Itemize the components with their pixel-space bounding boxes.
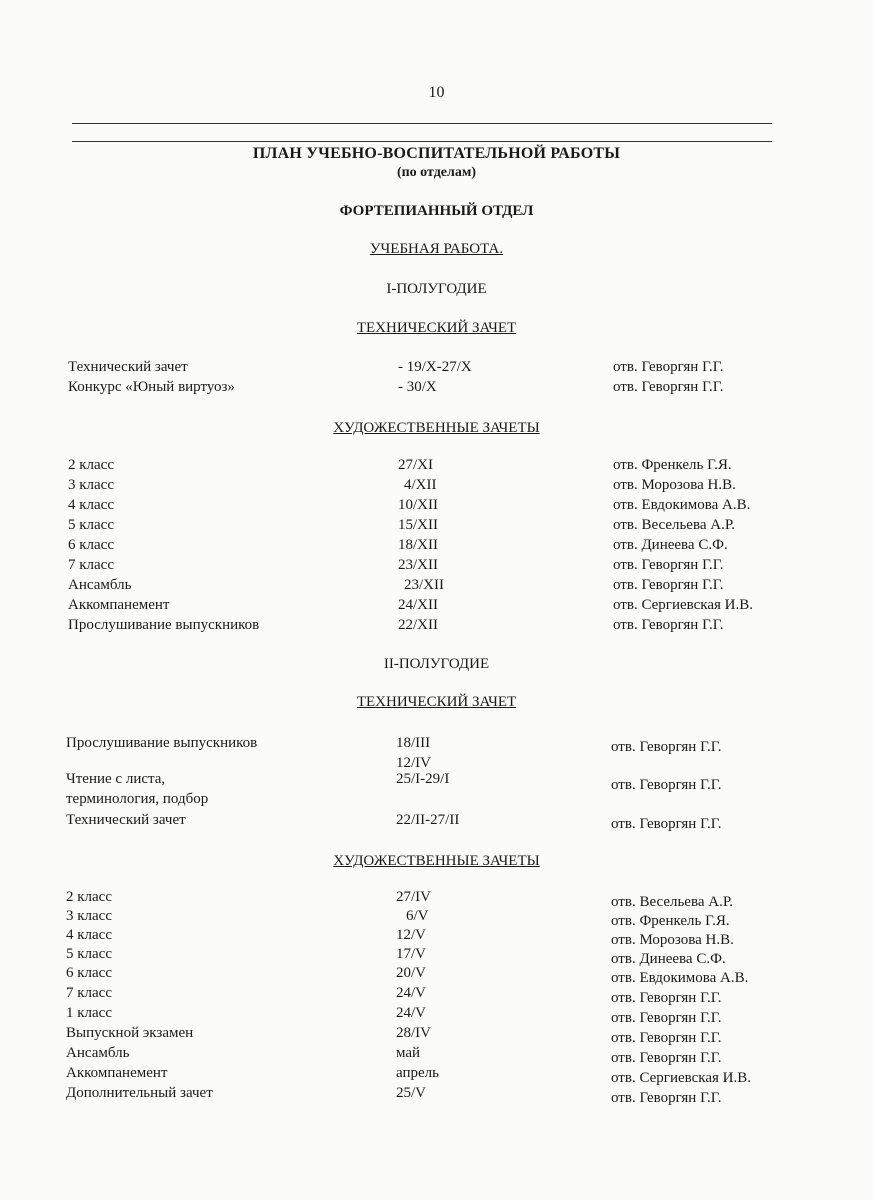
half1-artistic-heading: ХУДОЖЕСТВЕННЫЕ ЗАЧЕТЫ xyxy=(333,420,540,436)
section-heading: УЧЕБНАЯ РАБОТА. xyxy=(369,241,504,257)
row-name: 3 класс xyxy=(66,908,112,924)
row-responsible: отв. Геворгян Г.Г. xyxy=(611,990,722,1006)
row-date: 24/V xyxy=(396,1005,426,1021)
row-responsible: отв. Весельева А.Р. xyxy=(611,894,734,910)
row-date: 27/IV xyxy=(396,889,431,905)
row-responsible: отв. Геворгян Г.Г. xyxy=(613,359,724,375)
half2-label: II-ПОЛУГОДИЕ xyxy=(383,656,490,672)
row-name: терминология, подбор xyxy=(66,791,209,807)
row-date: 15/XII xyxy=(398,517,438,533)
row-responsible: отв. Френкель Г.Я. xyxy=(611,913,730,929)
row-responsible: отв. Геворгян Г.Г. xyxy=(613,557,724,573)
row-name: Технический зачет xyxy=(68,359,188,375)
row-date: 6/V xyxy=(406,908,429,924)
row-date: - 30/X xyxy=(398,379,437,395)
row-name: 4 класс xyxy=(68,497,114,513)
row-name: Прослушивание выпускников xyxy=(68,617,260,633)
row-date: 20/V xyxy=(396,965,426,981)
row-responsible: отв. Евдокимова А.В. xyxy=(611,970,749,986)
row-date: 23/XII xyxy=(404,577,444,593)
row-name: Чтение с листа, xyxy=(66,771,166,787)
row-date: 27/XI xyxy=(398,457,433,473)
row-name: 3 класс xyxy=(68,477,114,493)
row-name: 6 класс xyxy=(68,537,114,553)
row-name: Прослушивание выпускников xyxy=(66,735,258,751)
header-rule-bottom xyxy=(72,141,772,142)
row-date: 22/XII xyxy=(398,617,438,633)
row-responsible: отв. Геворгян Г.Г. xyxy=(613,379,724,395)
row-name: 1 класс xyxy=(66,1005,112,1021)
row-date: 23/XII xyxy=(398,557,438,573)
row-responsible: отв. Динеева С.Ф. xyxy=(613,537,728,553)
row-date: 4/XII xyxy=(404,477,437,493)
row-date: апрель xyxy=(396,1065,439,1081)
row-date: май xyxy=(396,1045,421,1061)
document-title: ПЛАН УЧЕБНО-ВОСПИТАТЕЛЬНОЙ РАБОТЫ xyxy=(252,145,621,162)
row-responsible: отв. Геворгян Г.Г. xyxy=(613,617,724,633)
half2-technical-heading: ТЕХНИЧЕСКИЙ ЗАЧЕТ xyxy=(356,694,517,710)
row-responsible: отв. Сергиевская И.В. xyxy=(611,1070,751,1086)
row-responsible: отв. Весельева А.Р. xyxy=(613,517,736,533)
row-responsible: отв. Сергиевская И.В. xyxy=(613,597,753,613)
row-date: 22/II-27/II xyxy=(396,812,460,828)
row-responsible: отв. Динеева С.Ф. xyxy=(611,951,726,967)
row-responsible: отв. Геворгян Г.Г. xyxy=(611,816,722,832)
row-responsible: отв. Морозова Н.В. xyxy=(613,477,736,493)
row-name: Выпускной экзамен xyxy=(66,1025,194,1041)
row-name: Технический зачет xyxy=(66,812,186,828)
row-name: 2 класс xyxy=(68,457,114,473)
row-date: 10/XII xyxy=(398,497,438,513)
row-name: 7 класс xyxy=(68,557,114,573)
page-number: 10 xyxy=(428,84,445,101)
row-date: - 19/X-27/X xyxy=(398,359,472,375)
row-date: 12/V xyxy=(396,927,426,943)
row-name: 2 класс xyxy=(66,889,112,905)
half1-label: I-ПОЛУГОДИЕ xyxy=(386,281,487,297)
row-name: 6 класс xyxy=(66,965,112,981)
row-responsible: отв. Геворгян Г.Г. xyxy=(613,577,724,593)
row-responsible: отв. Геворгян Г.Г. xyxy=(611,739,722,755)
row-date: 24/XII xyxy=(398,597,438,613)
row-responsible: отв. Геворгян Г.Г. xyxy=(611,1010,722,1026)
row-responsible: отв. Геворгян Г.Г. xyxy=(611,1030,722,1046)
row-date: 24/V xyxy=(396,985,426,1001)
row-date: 18/III xyxy=(396,735,431,751)
row-responsible: отв. Френкель Г.Я. xyxy=(613,457,732,473)
row-name: Аккомпанемент xyxy=(68,597,170,613)
row-responsible: отв. Геворгян Г.Г. xyxy=(611,1090,722,1106)
row-name: 5 класс xyxy=(68,517,114,533)
row-name: Ансамбль xyxy=(68,577,132,593)
row-responsible: отв. Морозова Н.В. xyxy=(611,932,734,948)
document-subtitle: (по отделам) xyxy=(396,165,477,180)
row-name: 7 класс xyxy=(66,985,112,1001)
row-name: Конкурс «Юный виртуоз» xyxy=(68,379,235,395)
row-date: 12/IV xyxy=(396,755,431,771)
row-name: Аккомпанемент xyxy=(66,1065,168,1081)
row-name: Ансамбль xyxy=(66,1045,130,1061)
department-heading: ФОРТЕПИАННЫЙ ОТДЕЛ xyxy=(339,203,534,219)
half1-technical-heading: ТЕХНИЧЕСКИЙ ЗАЧЕТ xyxy=(356,320,517,336)
row-date: 17/V xyxy=(396,946,426,962)
row-date: 28/IV xyxy=(396,1025,431,1041)
row-responsible: отв. Евдокимова А.В. xyxy=(613,497,751,513)
row-name: 4 класс xyxy=(66,927,112,943)
row-date: 25/I-29/I xyxy=(396,771,450,787)
row-date: 25/V xyxy=(396,1085,426,1101)
row-responsible: отв. Геворгян Г.Г. xyxy=(611,1050,722,1066)
row-name: Дополнительный зачет xyxy=(66,1085,213,1101)
row-responsible: отв. Геворгян Г.Г. xyxy=(611,777,722,793)
header-rule-top xyxy=(72,123,772,124)
half2-artistic-heading: ХУДОЖЕСТВЕННЫЕ ЗАЧЕТЫ xyxy=(333,853,540,869)
row-date: 18/XII xyxy=(398,537,438,553)
row-name: 5 класс xyxy=(66,946,112,962)
